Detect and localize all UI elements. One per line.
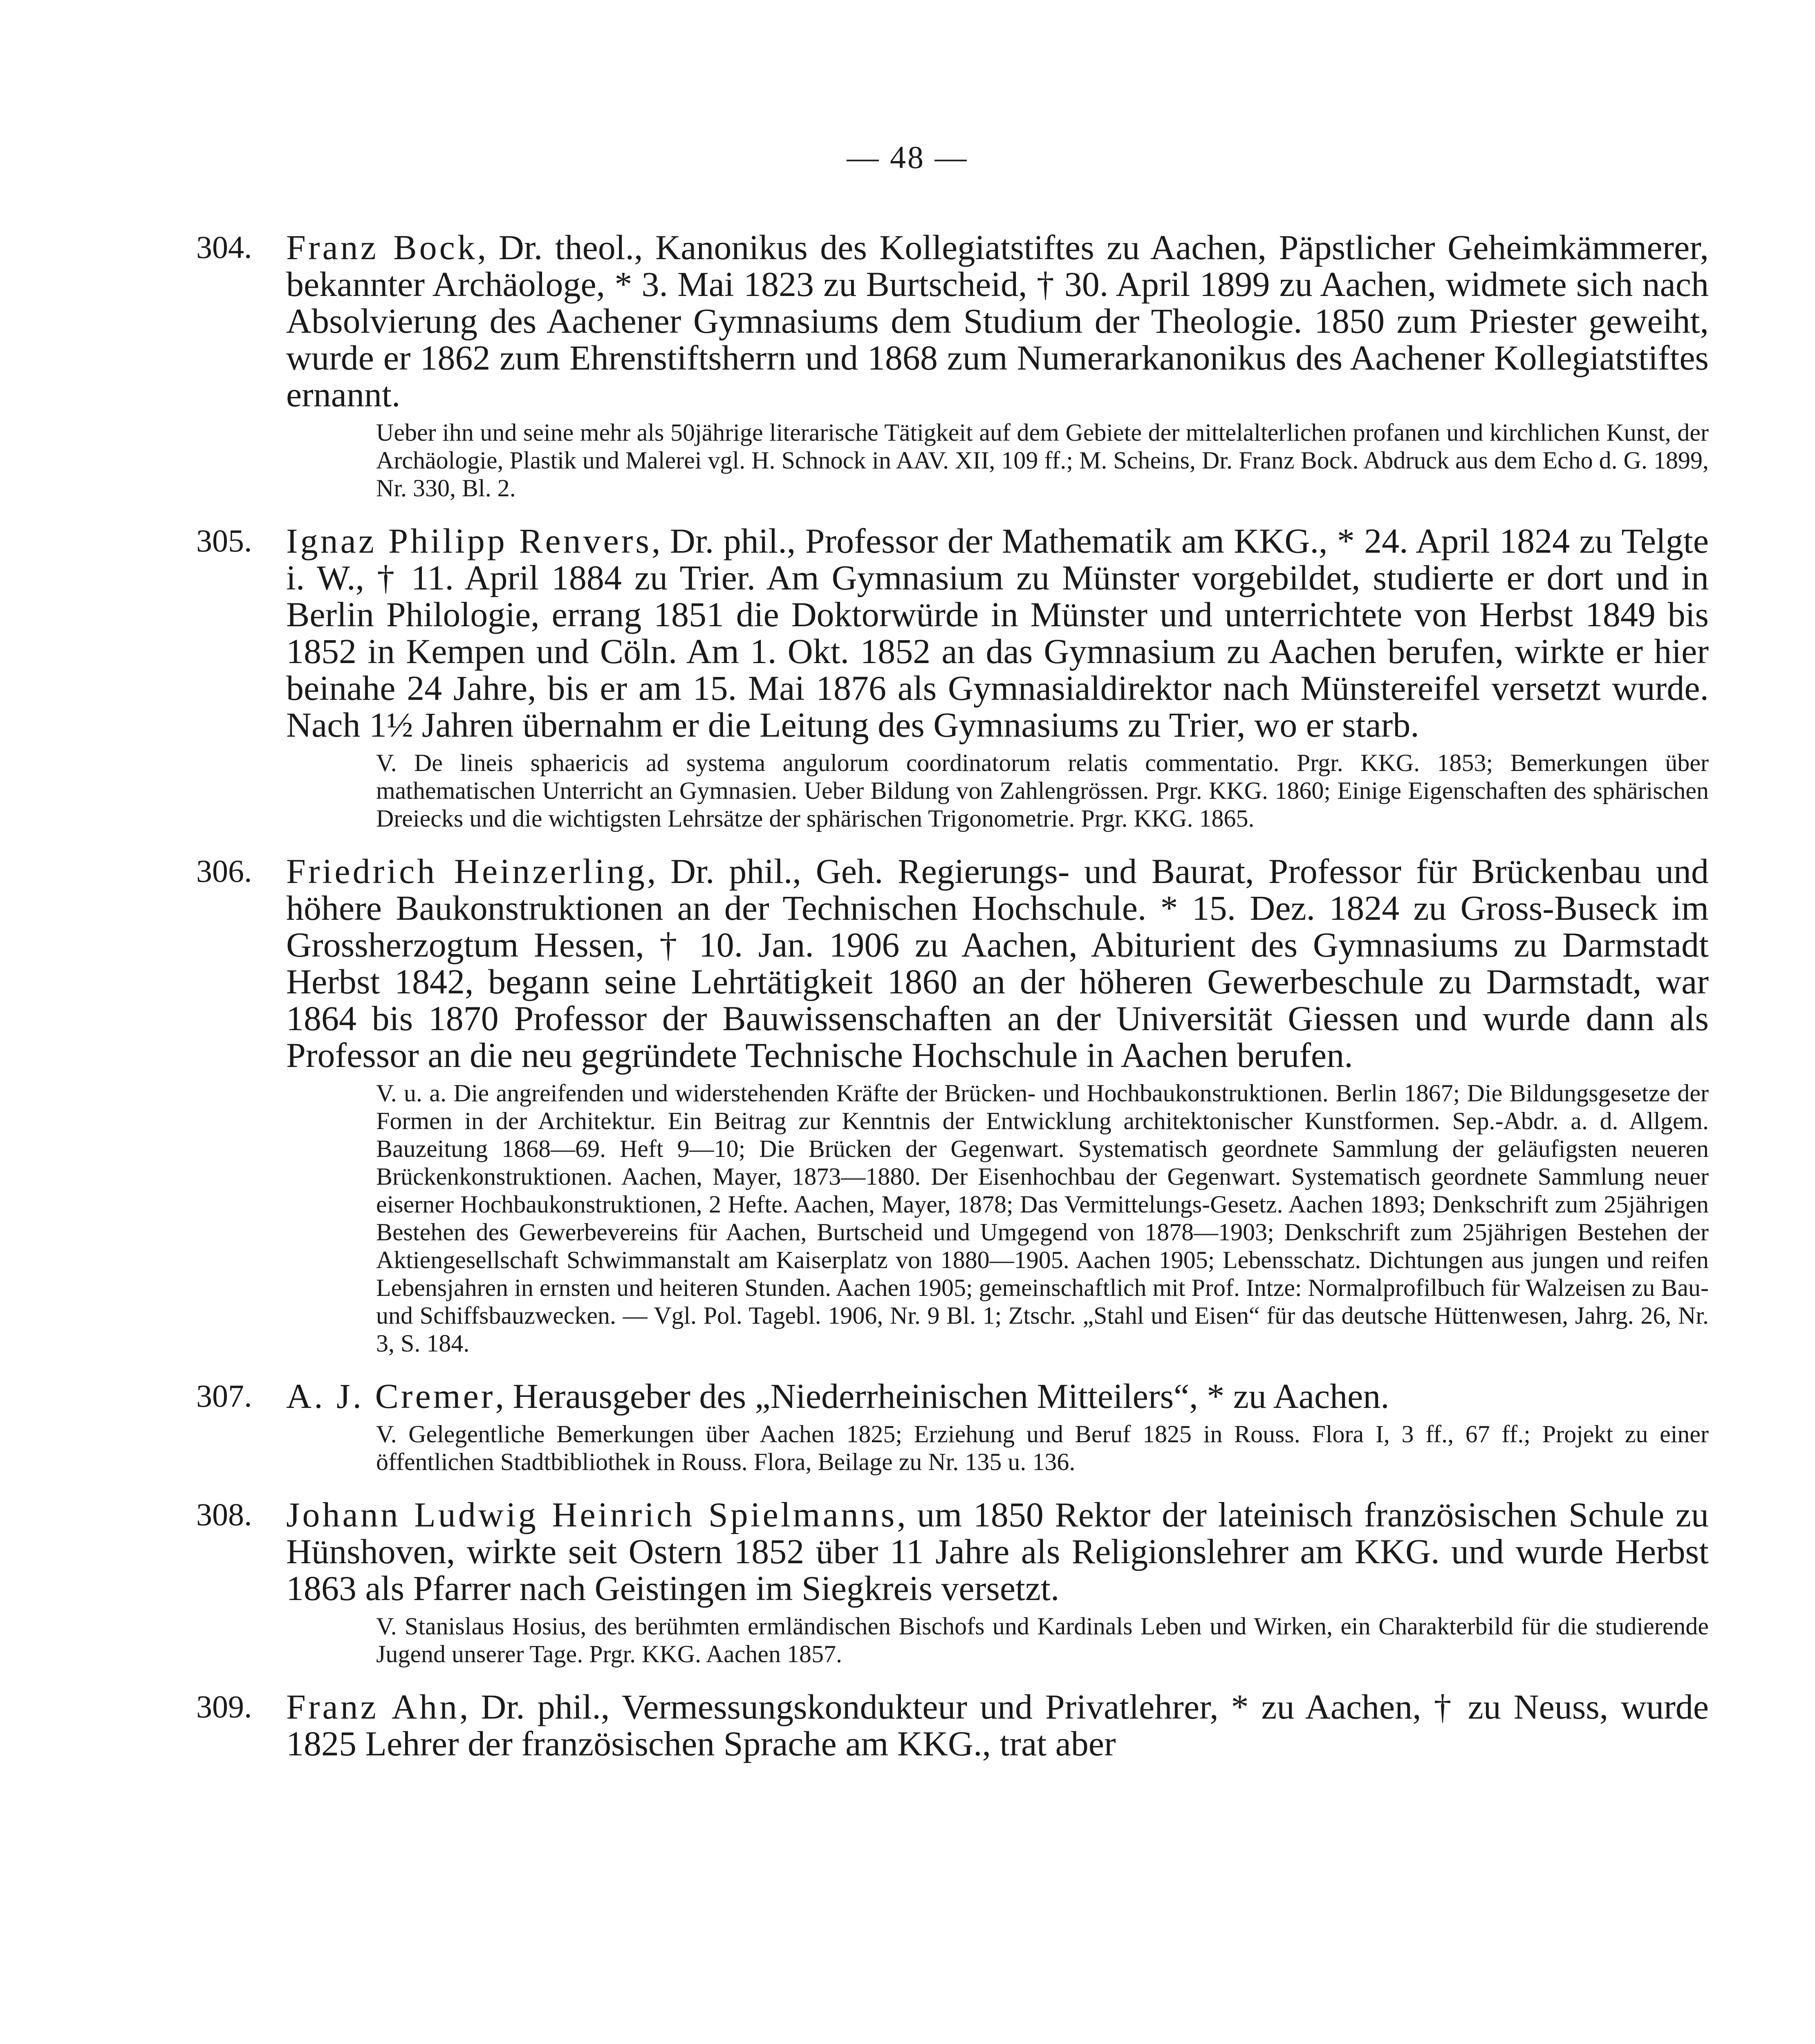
entry-body: , Herausgeber des „Niederrheinischen Mitteilers“, * zu Aachen. xyxy=(495,1376,1389,1416)
entry-body: , Dr. phil., Geh. Regierungs- und Baurat, Professor für Brückenbau und höhere Baukonstruktionen an der Technischen Hochschule. * 15. Dez. 1824 zu Gross-Buseck im Grossherzogtum Hessen, † 10. Jan. 1906 zu Aachen, Abiturient des Gymnasiums zu Darmstadt Herbst 1842, begann seine Lehrtätigkeit 1860 an der höheren Gewerbeschule zu Darmstadt, war 1864 bis 1870 Professor der Bauwissenschaften an der Universität Giessen und wurde dann als Professor an die neu gegründete Technische Hochschule in Aachen berufen. xyxy=(286,852,1709,1075)
entry-304 xyxy=(196,228,1709,502)
entry-text xyxy=(286,1688,1709,1762)
entry-text xyxy=(286,229,1709,413)
entry-body: , um 1850 Rektor der lateinisch französischen Schule zu Hünshoven, wirkte seit Ostern 1852 über 11 Jahre als Religionslehrer am KKG. und wurde Herbst 1863 als Pfarrer nach Geistingen im Siegkreis versetzt. xyxy=(286,1495,1709,1608)
entry-number: 308. xyxy=(196,1497,252,1532)
person-name: Friedrich Heinzerling xyxy=(286,852,647,891)
entry-text xyxy=(286,522,1709,743)
person-name: A. J. Cremer xyxy=(286,1376,495,1416)
person-name: Franz Bock xyxy=(286,228,477,267)
person-name: Franz Ahn xyxy=(286,1687,459,1726)
entry-note: V. Stanislaus Hosius, des berühmten ermländischen Bischofs und Kardinals Leben und Wirken, ein Charakterbild für die studierende Jugend unserer Tage. Prgr. KKG. Aachen 1857. xyxy=(376,1613,1709,1667)
entry-note: Ueber ihn und seine mehr als 50jährige literarische Tätigkeit auf dem Gebiete der mittelalterlichen profanen und kirchlichen Kunst, der Archäologie, Plastik und Malerei vgl. H. Schnock in AAV. XII, 109 ff.; M. Scheins, Dr. Franz Bock. Abdruck aus dem Echo d. G. 1899, Nr. 330, Bl. 2. xyxy=(376,419,1709,502)
entry-308 xyxy=(196,1495,1709,1668)
person-name: Johann Ludwig Heinrich Spielmanns xyxy=(286,1495,897,1534)
page-number: — 48 — xyxy=(847,139,968,175)
entry-body: , Dr. phil., Vermessungskondukteur und Privatlehrer, * zu Aachen, † zu Neuss, wurde 1825 Lehrer der französischen Sprache am KKG., trat aber xyxy=(286,1687,1709,1763)
entry-text xyxy=(286,1496,1709,1607)
person-name: Ignaz Philipp Renvers xyxy=(286,521,652,560)
page-content xyxy=(196,228,1709,1782)
entry-306 xyxy=(196,852,1709,1357)
entry-text xyxy=(286,1378,1709,1414)
entry-number: 307. xyxy=(196,1378,252,1414)
entry-number: 309. xyxy=(196,1689,252,1724)
entry-number: 305. xyxy=(196,523,252,558)
entry-number: 306. xyxy=(196,853,252,889)
entry-307 xyxy=(196,1376,1709,1476)
entry-number: 304. xyxy=(196,229,252,265)
entry-body: , Dr. phil., Professor der Mathematik am KKG., * 24. April 1824 zu Telgte i. W., † 11. April 1884 zu Trier. Am Gymnasium zu Münster vorgebildet, studierte er dort und in Berlin Philologie, errang 1851 die Doktorwürde in Münster und unterrichtete von Herbst 1849 bis 1852 in Kempen und Cöln. Am 1. Okt. 1852 an das Gymnasium zu Aachen berufen, wirkte er hier beinahe 24 Jahre, bis er am 15. Mai 1876 als Gymnasialdirektor nach Münstereifel versetzt wurde. Nach 1½ Jahren übernahm er die Leitung des Gymnasiums zu Trier, wo er starb. xyxy=(286,521,1709,744)
entry-text xyxy=(286,853,1709,1074)
entry-note: V. Gelegentliche Bemerkungen über Aachen 1825; Erziehung und Beruf 1825 in Rouss. Flora I, 3 ff., 67 ff.; Projekt zu einer öffentlichen Stadtbibliothek in Rouss. Flora, Beilage zu Nr. 135 u. 136. xyxy=(376,1421,1709,1475)
entry-305 xyxy=(196,521,1709,832)
entry-note: V. u. a. Die angreifenden und widerstehenden Kräfte der Brücken- und Hochbaukonstruktionen. Berlin 1867; Die Bildungsgesetze der Formen in der Architektur. Ein Beitrag zur Kenntnis der Entwicklung architektonischer Kunstformen. Sep.-Abdr. a. d. Allgem. Bauzeitung 1868—69. Heft 9—10; Die Brücken der Gegenwart. Systematisch geordnete Sammlung der geläufigsten neueren Brückenkonstruktionen. Aachen, Mayer, 1873—1880. Der Eisenhochbau der Gegenwart. Systematisch geordnete Sammlung neuer eiserner Hochbaukonstruktionen, 2 Hefte. Aachen, Mayer, 1878; Das Vermittelungs-Gesetz. Aachen 1893; Denkschrift zum 25jährigen Bestehen des Gewerbevereins für Aachen, Burtscheid und Umgegend von 1878—1903; Denkschrift zum 25jährigen Bestehen der Aktiengesellschaft Schwimmanstalt am Kaiserplatz von 1880—1905. Aachen 1905; Lebensschatz. Dichtungen aus jungen und reifen Lebensjahren in ernsten und heiteren Stunden. Aachen 1905; gemeinschaftlich mit Prof. Intze: Normalprofilbuch für Walzeisen zu Bau- und Schiffsbauzwecken. — Vgl. Pol. Tagebl. 1906, Nr. 9 Bl. 1; Ztschr. „Stahl und Eisen“ für das deutsche Hüttenwesen, Jahrg. 26, Nr. 3, S. 184. xyxy=(376,1080,1709,1357)
entry-body: , Dr. theol., Kanonikus des Kollegiatstiftes zu Aachen, Päpstlicher Geheimkämmerer, bekannter Archäologe, * 3. Mai 1823 zu Burtscheid, † 30. April 1899 zu Aachen, widmete sich nach Absolvierung des Aachener Gymnasiums dem Studium der Theologie. 1850 zum Priester geweiht, wurde er 1862 zum Ehrenstiftsherrn und 1868 zum Numerarkanonikus des Aachener Kollegiatstiftes ernannt. xyxy=(286,228,1709,414)
entry-note: V. De lineis sphaericis ad systema angulorum coordinatorum relatis commentatio. Prgr. KKG. 1853; Bemerkungen über mathematischen Unterricht an Gymnasien. Ueber Bildung von Zahlengrössen. Prgr. KKG. 1860; Einige Eigenschaften des sphärischen Dreiecks und die wichtigsten Lehrsätze der sphärischen Trigonometrie. Prgr. KKG. 1865. xyxy=(376,749,1709,832)
entry-309 xyxy=(196,1687,1709,1763)
